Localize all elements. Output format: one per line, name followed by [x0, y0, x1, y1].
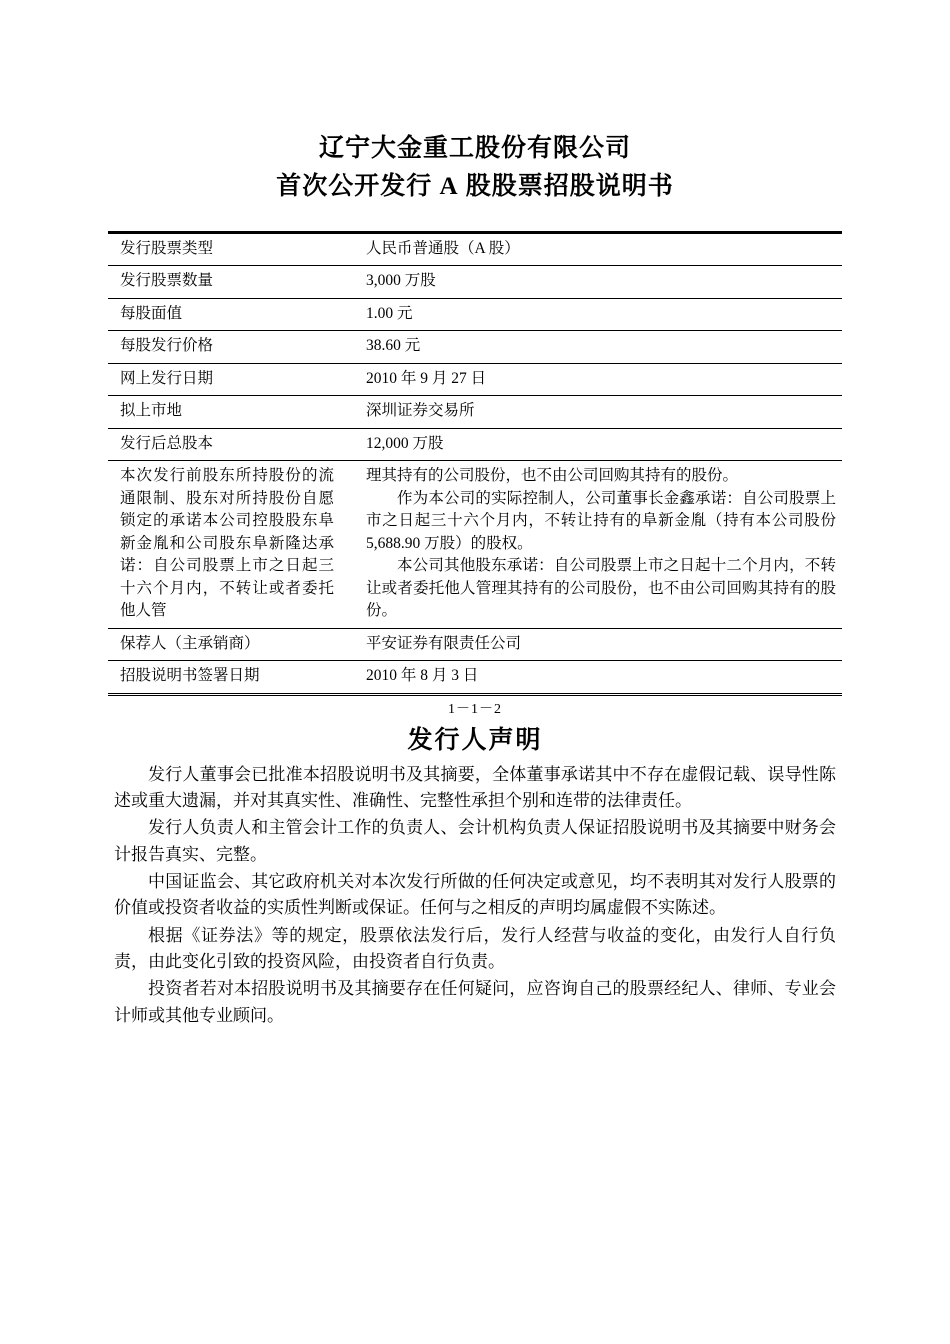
declaration-paragraph: 投资者若对本招股说明书及其摘要存在任何疑问，应咨询自己的股票经纪人、律师、专业会计师或其他专业顾问。	[114, 979, 836, 1025]
commitment-label: 本次发行前股东所持股份的流通限制、股东对所持股份自愿锁定的承诺本公司控股股东阜新金胤和公司股东阜新隆达承诺：自公司股票上市之日起三十六个月内，不转让或者委托他人管	[108, 461, 340, 628]
row-label: 发行股票类型	[108, 233, 340, 266]
row-value: 2010 年 9 月 27 日	[340, 363, 842, 395]
row-value: 平安证券有限责任公司	[340, 628, 842, 660]
table-row-commitment	[108, 461, 842, 628]
row-value: 12,000 万股	[340, 428, 842, 460]
row-value: 1.00 元	[340, 298, 842, 330]
declaration-paragraph: 根据《证券法》等的规定，股票依法发行后，发行人经营与收益的变化，由发行人自行负责，由此变化引致的投资风险，由投资者自行负责。	[114, 925, 836, 971]
row-value: 人民币普通股（A 股）	[340, 233, 842, 266]
row-label: 发行后总股本	[108, 428, 340, 460]
declaration-paragraph: 发行人董事会已批准本招股说明书及其摘要，全体董事承诺其中不存在虚假记载、误导性陈述或重大遗漏，并对其真实性、准确性、完整性承担个别和连带的法律责任。	[114, 764, 836, 810]
commitment-value	[340, 461, 842, 628]
row-label: 发行股票数量	[108, 266, 340, 298]
title-line-2-mid: A	[439, 172, 459, 200]
row-label: 拟上市地	[108, 396, 340, 428]
table-row	[108, 628, 842, 660]
row-label: 保荐人（主承销商）	[108, 628, 340, 660]
page-number: 1－1－2	[448, 701, 502, 717]
commitment-paragraph: 作为本公司的实际控制人，公司董事长金鑫承诺：自公司股票上市之日起三十六个月内，不转让持有的阜新金胤（持有本公司股份 5,688.90 万股）的股权。	[366, 489, 836, 552]
table-row	[108, 233, 842, 266]
issue-info-table	[108, 231, 842, 696]
row-value: 38.60 元	[340, 331, 842, 363]
title-line-2-post: 股股票招股说明书	[458, 172, 674, 200]
declaration-body	[108, 762, 842, 1029]
table-row	[108, 266, 842, 298]
section-title-declaration: 发行人声明	[407, 725, 543, 754]
row-label: 每股面值	[108, 298, 340, 330]
table-row	[108, 331, 842, 363]
table-row	[108, 428, 842, 460]
table-row	[108, 363, 842, 395]
row-value: 深圳证券交易所	[340, 396, 842, 428]
row-label: 招股说明书签署日期	[108, 661, 340, 694]
commitment-paragraph: 理其持有的公司股份，也不由公司回购其持有的股份。	[366, 467, 739, 485]
declaration-paragraph: 发行人负责人和主管会计工作的负责人、会计机构负责人保证招股说明书及其摘要中财务会计报告真实、完整。	[114, 818, 836, 864]
table-row	[108, 396, 842, 428]
title-line-1: 辽宁大金重工股份有限公司	[318, 135, 631, 162]
table-row	[108, 298, 842, 330]
declaration-paragraph: 中国证监会、其它政府机关对本次发行所做的任何决定或意见，均不表明其对发行人股票的价值或投资者收益的实质性判断或保证。任何与之相反的声明均属虚假不实陈述。	[114, 871, 836, 918]
table-row	[108, 661, 842, 694]
commitment-paragraph: 本公司其他股东承诺：自公司股票上市之日起十二个月内，不转让或者委托他人管理其持有的公司股份，也不由公司回购其持有的股份。	[366, 557, 836, 620]
row-label: 网上发行日期	[108, 363, 340, 395]
title-line-2	[108, 168, 842, 206]
page-title	[108, 130, 842, 205]
title-line-2-pre: 首次公开发行	[276, 172, 440, 200]
row-label: 每股发行价格	[108, 331, 340, 363]
row-value: 2010 年 8 月 3 日	[340, 661, 842, 694]
row-value: 3,000 万股	[340, 266, 842, 298]
